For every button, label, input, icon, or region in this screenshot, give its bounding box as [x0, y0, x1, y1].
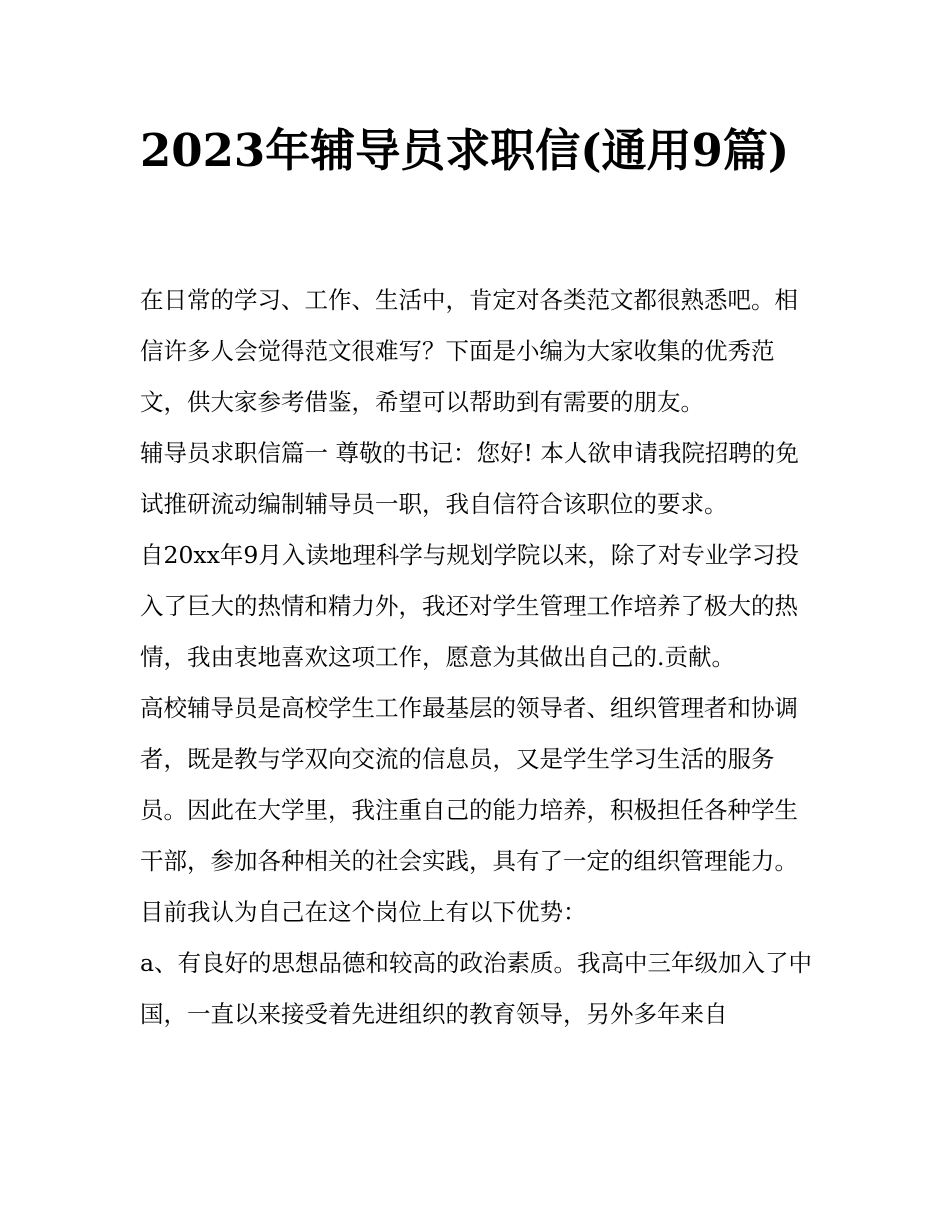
document-title: 2023年辅导员求职信(通用9篇): [140, 124, 790, 177]
document-body: [140, 275, 816, 1040]
paragraph-intro: 在日常的学习、工作、生活中，肯定对各类范文都很熟悉吧。相信许多人会觉得范文很难写？下面是小编为大家收集的优秀范文，供大家参考借鉴，希望可以帮助到有需要的朋友。: [140, 286, 798, 416]
paragraph-advantage-a: a、有良好的思想品德和较高的政治素质。我高中三年级加入了中国，一直以来接受着先进组织的教育领导，另外多年来自: [140, 949, 813, 1028]
paragraph-background: 自20xx年9月入读地理科学与规划学院以来，除了对专业学习投入了巨大的热情和精力外，我还对学生管理工作培养了极大的热情，我由衷地喜欢这项工作，愿意为其做出自己的.贡献。: [140, 541, 799, 671]
paragraph-letter-opening: 辅导员求职信篇一 尊敬的书记：您好! 本人欲申请我院招聘的免试推研流动编制辅导员一职，我自信符合该职位的要求。: [140, 439, 799, 518]
paragraph-role-description: 高校辅导员是高校学生工作最基层的领导者、组织管理者和协调者，既是教与学双向交流的信息员，又是学生学习生活的服务员。因此在大学里，我注重自己的能力培养，积极担任各种学生干部，参加各种相关的社会实践，具有了一定的组织管理能力。目前我认为自己在这个岗位上有以下优势：: [140, 694, 798, 926]
